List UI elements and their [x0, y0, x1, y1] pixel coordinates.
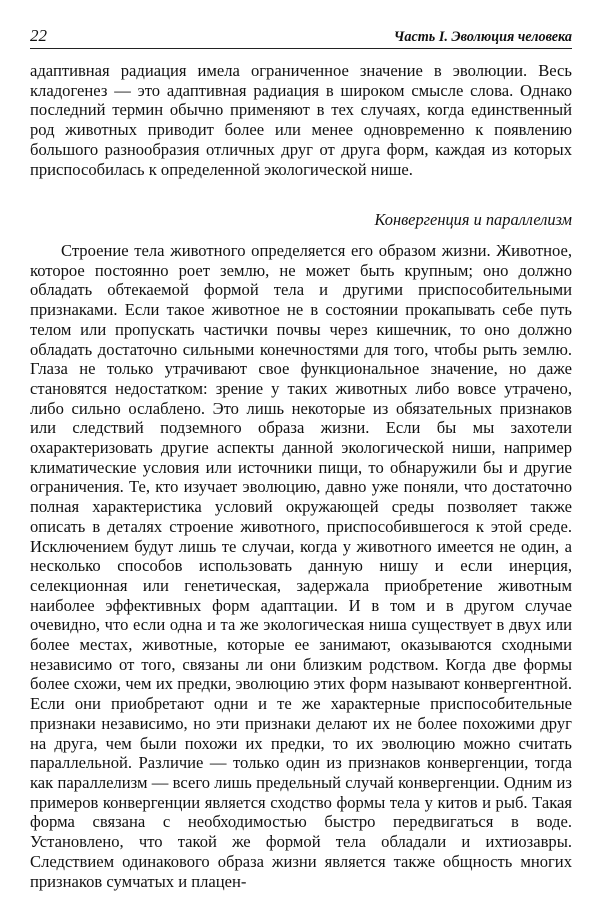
section-paragraph: Строение тела животного определяется его образом жизни. Животное, которое постоянно роет землю, не может быть крупным; оно должно обладать обтекаемой формой тела и другими приспособительными признаками. Если такое животное не в состоянии прокапывать себе путь телом или пропускать частички почвы через кишечник, то оно должно обладать достаточно сильными конечностями для того, чтобы рыть землю. Глаза не только утрачивают свое функциональное значение, но даже становятся недостатком: зрение у таких животных либо вовсе утрачено, либо сильно ослаблено. Это лишь некоторые из обязательных признаков или следствий подземного образа жизни. Если бы мы захотели охарактеризовать другие аспекты данной экологической ниши, например климатические условия или источники пищи, то обнаружили бы и другие ограничения. Те, кто изучает эволюцию, давно уже поняли, что достаточно полная характеристика условий окружающей среды позволяет также описать в деталях строение животного, приспособившегося к этой среде. Исключением будут лишь те случаи, когда у животного имеется не один, а несколько способов использовать данную нишу и если инерция, селекционная или генетическая, задержала приобретение животным наиболее эффективных форм адаптации. И в том и в другом случае очевидно, что если одна и та же экологическая ниша существует в двух или более местах, животные, которые ее занимают, оказываются сходными независимо от того, связаны ли они близким родством. Когда две формы более схожи, чем их предки, эволюцию этих форм называют конвергентной. Если они приобретают одни и те же характерные приспособительные признаки независимо, но эти признаки делают их не более похожими друг на друга, чем были похожи их предки, то их эволюцию можно считать параллельной. Различие — только один из признаков конвергенции, тогда как параллелизм — всего лишь предельный случай конвергенции. Одним из примеров конвергенции является сходство формы тела у китов и рыб. Такая форма связана с необходимостью быстро передвигаться в воде. Установлено, что такой же формой тела обладали и ихтиозавры. Следствием одинакового образа жизни является также общность многих признаков сумчатых и плацен- — [30, 241, 572, 891]
page-header — [30, 26, 572, 49]
running-title: Часть I. Эволюция человека — [393, 29, 572, 45]
intro-paragraph: адаптивная радиация имела ограниченное значение в эволюции. Весь кладогенез — это адаптивная радиация в широком смысле слова. Однако последний термин обычно применяют в тех случаях, когда единственный род животных приводит более или менее одновременно к появлению большого разнообразия отличных друг от друга форм, каждая из которых приспособилась к определенной экологической нише. — [30, 61, 572, 179]
section-heading: Конвергенция и параллелизм — [374, 210, 572, 229]
page-number: 22 — [30, 26, 47, 45]
